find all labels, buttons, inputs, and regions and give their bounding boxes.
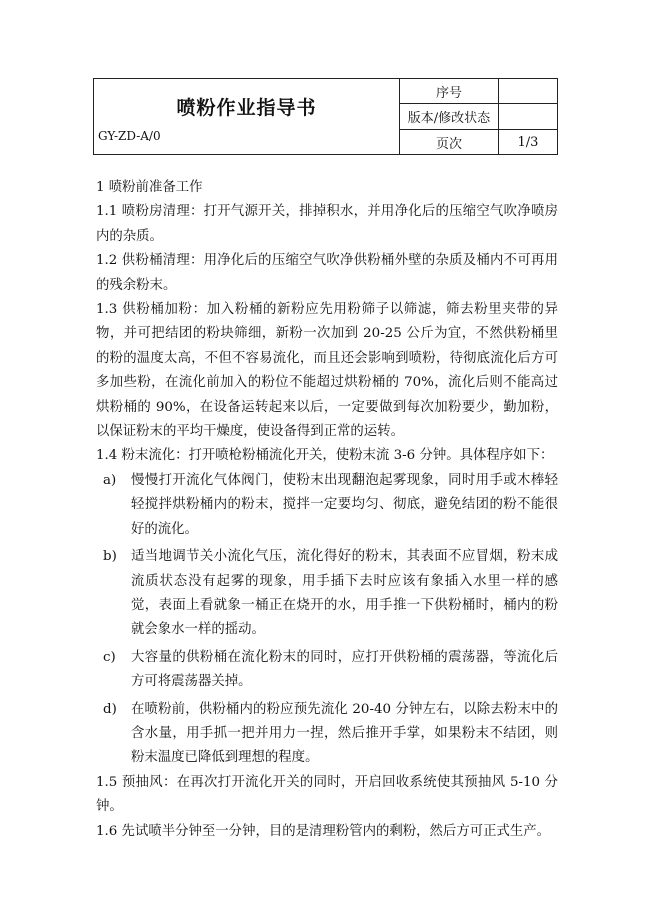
section-title: 1 喷粉前准备工作 <box>96 180 203 195</box>
list-item-text: 大容量的供粉桶在流化粉末的同时，应打开供粉桶的震荡器，等流化后方可将震荡器关掉。 <box>131 649 558 690</box>
list-item <box>96 545 558 643</box>
paragraph-1-5: 1.5 预抽风：在再次打开流化开关的同时，开启回收系统使其预抽风 5-10 分钟。 <box>96 774 558 815</box>
title-cell <box>94 79 400 155</box>
list-item <box>96 646 558 695</box>
list-item <box>96 469 558 542</box>
page-number-value: 1/3 <box>499 130 558 155</box>
paragraph-1-2: 1.2 供粉桶清理：用净化后的压缩空气吹净供粉桶外壁的杂质及桶内不可再用的残余粉末。 <box>96 253 558 293</box>
list-marker: c) <box>103 649 116 665</box>
list-marker: a) <box>103 472 117 488</box>
list-marker: b) <box>103 549 117 565</box>
list-item-text: 适当地调节关小流化气压，流化得好的粉末，其表面不应冒烟，粉末成流质状态没有起雾的现象，用手插下去时应该有象插入水里一样的感觉，表面上看就象一桶正在烧开的水，用手推一下供粉桶时，桶内的粉就会象水一样的摇动。 <box>131 549 558 638</box>
paragraph-1-4: 1.4 粉末流化：打开喷枪粉桶流化开关，使粉末流 3-6 分钟。具体程序如下： <box>96 448 554 464</box>
page-number-label: 页次 <box>400 130 499 155</box>
document-body <box>96 176 558 844</box>
fluidization-steps-list <box>96 469 558 771</box>
paragraph-1-1: 1.1 喷粉房清理：打开气源开关，排掉积水，并用净化后的压缩空气吹净喷房内的杂质。 <box>96 204 558 244</box>
list-item <box>96 698 558 771</box>
list-item-text: 在喷粉前，供粉桶内的粉应预先流化 20-40 分钟左右，以除去粉末中的含水量，用手抓一把并用力一捏，然后推开手掌，如果粉末不结团，则粉末温度已降低到理想的程度。 <box>131 701 558 766</box>
paragraph-1-6: 1.6 先试喷半分钟至一分钟，目的是清理粉管内的剩粉，然后方可正式生产。 <box>96 823 551 839</box>
serial-number-label: 序号 <box>400 79 499 104</box>
list-marker: d) <box>103 701 117 717</box>
document-header-table <box>93 78 558 155</box>
list-item-text: 慢慢打开流化气体阀门，使粉末出现翻泡起雾现象，同时用手或木棒轻轻搅拌烘粉桶内的粉末，搅拌一定要均匀、彻底，避免结团的粉不能很好的流化。 <box>131 472 558 537</box>
paragraph-1-3: 1.3 供粉桶加粉：加入粉桶的新粉应先用粉筛子以筛滤，筛去粉里夹带的异物，并可把结团的粉块筛细，新粉一次加到 20-25 公斤为宜，不然供粉桶里的粉的温度太高，不但不容易流化，而且还会影响到喷粉，待彻底流化后方可多加些粉，在流化前加入的粉位不能超过烘粉桶的 70%，流化后则不能高过烘粉桶的 90%，在设备运转起来以后，一定要做到每次加粉要少，勤加粉，以保证粉末的平均干燥度，使设备得到正常的运转。 <box>96 302 558 440</box>
document-code: GY-ZD-A/0 <box>98 129 161 143</box>
document-title: 喷粉作业指导书 <box>176 97 317 119</box>
version-status-label: 版本/修改状态 <box>400 104 499 130</box>
version-status-value <box>499 104 558 130</box>
serial-number-value <box>499 79 558 104</box>
